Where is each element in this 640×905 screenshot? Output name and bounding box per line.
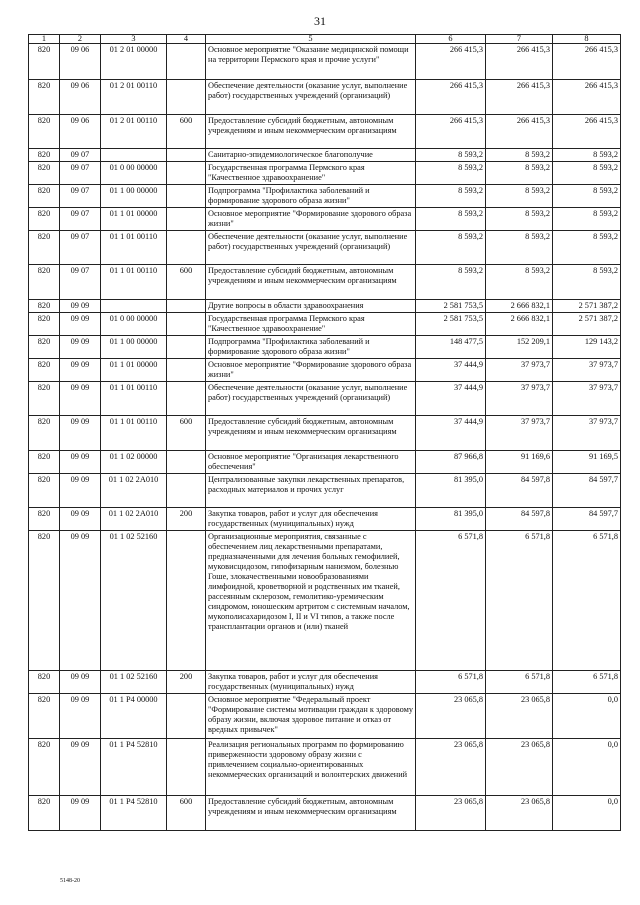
item-name: Основное мероприятие "Федеральный проект "Формирование системы мотивации граждан к здоровому образу жизни, включая здоровое питание и отказ от вредных привычек" (206, 694, 416, 739)
target-article-code: 01 1 00 00000 (101, 336, 167, 359)
section-code: 09 09 (60, 382, 101, 416)
section-code: 09 07 (60, 149, 101, 162)
target-article-code: 01 1 P4 00000 (101, 694, 167, 739)
target-article-code: 01 1 01 00110 (101, 231, 167, 265)
column-number-row (29, 35, 621, 44)
section-code: 09 07 (60, 162, 101, 185)
admin-code: 820 (29, 185, 60, 208)
amount-col7: 8 593,2 (486, 162, 553, 185)
item-name: Централизованные закупки лекарственных препаратов, расходных материалов и прочих услуг (206, 474, 416, 508)
amount-col7: 37 973,7 (486, 416, 553, 451)
expense-type-code (167, 44, 206, 80)
amount-col7: 37 973,7 (486, 382, 553, 416)
table-row (29, 671, 621, 694)
column-number: 7 (486, 35, 553, 44)
amount-col6: 148 477,5 (416, 336, 486, 359)
expense-type-code (167, 694, 206, 739)
amount-col8: 0,0 (553, 694, 621, 739)
target-article-code: 01 2 01 00110 (101, 115, 167, 149)
amount-col6: 6 571,8 (416, 531, 486, 671)
expense-type-code (167, 474, 206, 508)
section-code: 09 07 (60, 208, 101, 231)
amount-col6: 37 444,9 (416, 359, 486, 382)
amount-col7: 266 415,3 (486, 44, 553, 80)
amount-col6: 266 415,3 (416, 115, 486, 149)
admin-code: 820 (29, 382, 60, 416)
item-name: Обеспечение деятельности (оказание услуг, выполнение работ) государственных учреждений (организаций) (206, 80, 416, 115)
amount-col7: 152 209,1 (486, 336, 553, 359)
admin-code: 820 (29, 694, 60, 739)
section-code: 09 09 (60, 474, 101, 508)
table-row (29, 208, 621, 231)
target-article-code: 01 0 00 00000 (101, 162, 167, 185)
target-article-code (101, 300, 167, 313)
amount-col6: 37 444,9 (416, 382, 486, 416)
admin-code: 820 (29, 359, 60, 382)
amount-col6: 87 966,8 (416, 451, 486, 474)
item-name: Другие вопросы в области здравоохранения (206, 300, 416, 313)
page-number: 31 (314, 14, 326, 28)
target-article-code: 01 1 02 52160 (101, 531, 167, 671)
amount-col7: 6 571,8 (486, 671, 553, 694)
target-article-code: 01 1 00 00000 (101, 185, 167, 208)
item-name: Санитарно-эпидемиологическое благополучие (206, 149, 416, 162)
expense-type-code (167, 231, 206, 265)
amount-col6: 8 593,2 (416, 231, 486, 265)
target-article-code: 01 1 01 00000 (101, 359, 167, 382)
section-code: 09 09 (60, 531, 101, 671)
expense-type-code (167, 162, 206, 185)
amount-col7: 23 065,8 (486, 796, 553, 831)
section-code: 09 09 (60, 508, 101, 531)
target-article-code: 01 1 01 00110 (101, 265, 167, 300)
item-name: Подпрограмма "Профилактика заболеваний и формирование здорового образа жизни" (206, 185, 416, 208)
section-code: 09 09 (60, 336, 101, 359)
column-number: 2 (60, 35, 101, 44)
section-code: 09 06 (60, 44, 101, 80)
item-name: Подпрограмма "Профилактика заболеваний и формирование здорового образа жизни" (206, 336, 416, 359)
amount-col8: 2 571 387,2 (553, 300, 621, 313)
target-article-code: 01 0 00 00000 (101, 313, 167, 336)
amount-col6: 8 593,2 (416, 149, 486, 162)
admin-code: 820 (29, 336, 60, 359)
expense-type-code: 200 (167, 508, 206, 531)
item-name: Государственная программа Пермского края "Качественное здравоохранение" (206, 162, 416, 185)
admin-code: 820 (29, 531, 60, 671)
target-article-code: 01 2 01 00000 (101, 44, 167, 80)
amount-col6: 23 065,8 (416, 796, 486, 831)
amount-col6: 6 571,8 (416, 671, 486, 694)
amount-col8: 129 143,2 (553, 336, 621, 359)
amount-col6: 37 444,9 (416, 416, 486, 451)
amount-col8: 8 593,2 (553, 231, 621, 265)
target-article-code: 01 1 02 00000 (101, 451, 167, 474)
column-number: 5 (206, 35, 416, 44)
amount-col6: 266 415,3 (416, 80, 486, 115)
expense-type-code (167, 451, 206, 474)
amount-col8: 266 415,3 (553, 115, 621, 149)
item-name: Предоставление субсидий бюджетным, автономным учреждениям и иным некоммерческим организациям (206, 796, 416, 831)
budget-table (28, 34, 621, 831)
table-row (29, 80, 621, 115)
expense-type-code (167, 300, 206, 313)
expense-type-code (167, 80, 206, 115)
amount-col8: 266 415,3 (553, 44, 621, 80)
expense-type-code: 600 (167, 796, 206, 831)
section-code: 09 07 (60, 231, 101, 265)
table-row (29, 694, 621, 739)
admin-code: 820 (29, 115, 60, 149)
amount-col7: 8 593,2 (486, 231, 553, 265)
amount-col8: 266 415,3 (553, 80, 621, 115)
table-row (29, 185, 621, 208)
admin-code: 820 (29, 300, 60, 313)
expense-type-code: 600 (167, 416, 206, 451)
admin-code: 820 (29, 162, 60, 185)
amount-col6: 8 593,2 (416, 208, 486, 231)
admin-code: 820 (29, 508, 60, 531)
target-article-code: 01 1 02 2A010 (101, 508, 167, 531)
target-article-code (101, 149, 167, 162)
amount-col7: 8 593,2 (486, 149, 553, 162)
admin-code: 820 (29, 416, 60, 451)
table-row (29, 313, 621, 336)
amount-col8: 37 973,7 (553, 382, 621, 416)
column-number: 1 (29, 35, 60, 44)
table-row (29, 336, 621, 359)
section-code: 09 06 (60, 80, 101, 115)
item-name: Обеспечение деятельности (оказание услуг, выполнение работ) государственных учреждений (организаций) (206, 382, 416, 416)
amount-col8: 8 593,2 (553, 208, 621, 231)
column-number: 6 (416, 35, 486, 44)
amount-col7: 23 065,8 (486, 739, 553, 796)
item-name: Основное мероприятие "Формирование здорового образа жизни" (206, 208, 416, 231)
amount-col6: 8 593,2 (416, 162, 486, 185)
table-row (29, 300, 621, 313)
table-row (29, 796, 621, 831)
amount-col6: 2 581 753,5 (416, 313, 486, 336)
item-name: Реализация региональных программ по формированию приверженности здоровому образу жизни с привлечением социально-ориентированных некоммерческих организаций и волонтерских движений (206, 739, 416, 796)
item-name: Предоставление субсидий бюджетным, автономным учреждениям и иным некоммерческим организациям (206, 115, 416, 149)
amount-col8: 8 593,2 (553, 185, 621, 208)
amount-col8: 0,0 (553, 796, 621, 831)
amount-col8: 37 973,7 (553, 416, 621, 451)
table-row (29, 508, 621, 531)
target-article-code: 01 1 02 52160 (101, 671, 167, 694)
admin-code: 820 (29, 739, 60, 796)
amount-col7: 2 666 832,1 (486, 313, 553, 336)
amount-col7: 8 593,2 (486, 185, 553, 208)
expense-type-code (167, 359, 206, 382)
item-name: Государственная программа Пермского края "Качественное здравоохранение" (206, 313, 416, 336)
amount-col6: 23 065,8 (416, 739, 486, 796)
amount-col7: 37 973,7 (486, 359, 553, 382)
section-code: 09 09 (60, 739, 101, 796)
admin-code: 820 (29, 796, 60, 831)
admin-code: 820 (29, 231, 60, 265)
table-row (29, 416, 621, 451)
amount-col7: 91 169,6 (486, 451, 553, 474)
amount-col6: 266 415,3 (416, 44, 486, 80)
section-code: 09 09 (60, 796, 101, 831)
amount-col7: 8 593,2 (486, 265, 553, 300)
section-code: 09 09 (60, 416, 101, 451)
section-code: 09 06 (60, 115, 101, 149)
expense-type-code (167, 313, 206, 336)
amount-col8: 84 597,7 (553, 508, 621, 531)
table-row (29, 231, 621, 265)
target-article-code: 01 1 P4 52810 (101, 739, 167, 796)
target-article-code: 01 1 02 2A010 (101, 474, 167, 508)
amount-col8: 37 973,7 (553, 359, 621, 382)
expense-type-code (167, 149, 206, 162)
table-row (29, 115, 621, 149)
expense-type-code (167, 208, 206, 231)
amount-col7: 8 593,2 (486, 208, 553, 231)
admin-code: 820 (29, 474, 60, 508)
amount-col7: 6 571,8 (486, 531, 553, 671)
item-name: Предоставление субсидий бюджетным, автономным учреждениям и иным некоммерческим организациям (206, 265, 416, 300)
section-code: 09 09 (60, 694, 101, 739)
admin-code: 820 (29, 671, 60, 694)
section-code: 09 09 (60, 359, 101, 382)
admin-code: 820 (29, 451, 60, 474)
table-row (29, 451, 621, 474)
amount-col8: 8 593,2 (553, 149, 621, 162)
expense-type-code (167, 185, 206, 208)
table-row (29, 739, 621, 796)
amount-col8: 2 571 387,2 (553, 313, 621, 336)
section-code: 09 07 (60, 265, 101, 300)
amount-col8: 8 593,2 (553, 265, 621, 300)
section-code: 09 07 (60, 185, 101, 208)
amount-col8: 6 571,8 (553, 671, 621, 694)
expense-type-code (167, 739, 206, 796)
amount-col6: 8 593,2 (416, 185, 486, 208)
admin-code: 820 (29, 265, 60, 300)
expense-type-code (167, 531, 206, 671)
item-name: Основное мероприятие "Формирование здорового образа жизни" (206, 359, 416, 382)
expense-type-code (167, 382, 206, 416)
section-code: 09 09 (60, 671, 101, 694)
item-name: Основное мероприятие "Оказание медицинской помощи на территории Пермского края и прочие услуги" (206, 44, 416, 80)
table-row (29, 382, 621, 416)
section-code: 09 09 (60, 300, 101, 313)
amount-col6: 23 065,8 (416, 694, 486, 739)
section-code: 09 09 (60, 313, 101, 336)
amount-col7: 23 065,8 (486, 694, 553, 739)
amount-col7: 2 666 832,1 (486, 300, 553, 313)
table-row (29, 265, 621, 300)
expense-type-code: 600 (167, 115, 206, 149)
amount-col8: 6 571,8 (553, 531, 621, 671)
table-row (29, 149, 621, 162)
amount-col8: 84 597,7 (553, 474, 621, 508)
amount-col6: 2 581 753,5 (416, 300, 486, 313)
admin-code: 820 (29, 149, 60, 162)
amount-col8: 0,0 (553, 739, 621, 796)
table-row (29, 474, 621, 508)
target-article-code: 01 1 01 00110 (101, 416, 167, 451)
target-article-code: 01 1 01 00000 (101, 208, 167, 231)
item-name: Предоставление субсидий бюджетным, автономным учреждениям и иным некоммерческим организациям (206, 416, 416, 451)
expense-type-code (167, 336, 206, 359)
section-code: 09 09 (60, 451, 101, 474)
admin-code: 820 (29, 313, 60, 336)
item-name: Организационные мероприятия, связанные с обеспечением лиц лекарственными препаратами, предназначенными для лечения больных гемофилией, муковисцидозом, гипофизарным нанизмом, болезнью Гоше, злокачественными новообразованиями лимфоидной, кроветворной и родственных им тканей, рассеянным склерозом, гемолитико-уремическим синдромом, юношеским артритом с системным началом, мукополисахаридозом I, II и VI типов, а также после трансплантации органов и (или) тканей (206, 531, 416, 671)
admin-code: 820 (29, 44, 60, 80)
target-article-code: 01 2 01 00110 (101, 80, 167, 115)
table-row (29, 531, 621, 671)
item-name: Закупка товаров, работ и услуг для обеспечения государственных (муниципальных) нужд (206, 508, 416, 531)
amount-col7: 266 415,3 (486, 115, 553, 149)
expense-type-code: 200 (167, 671, 206, 694)
amount-col7: 266 415,3 (486, 80, 553, 115)
column-number: 8 (553, 35, 621, 44)
amount-col6: 81 395,0 (416, 474, 486, 508)
table-row (29, 359, 621, 382)
amount-col6: 8 593,2 (416, 265, 486, 300)
table-row (29, 44, 621, 80)
amount-col7: 84 597,8 (486, 508, 553, 531)
admin-code: 820 (29, 208, 60, 231)
amount-col8: 91 169,5 (553, 451, 621, 474)
expense-type-code: 600 (167, 265, 206, 300)
column-number: 4 (167, 35, 206, 44)
item-name: Обеспечение деятельности (оказание услуг, выполнение работ) государственных учреждений (организаций) (206, 231, 416, 265)
amount-col8: 8 593,2 (553, 162, 621, 185)
amount-col6: 81 395,0 (416, 508, 486, 531)
item-name: Закупка товаров, работ и услуг для обеспечения государственных (муниципальных) нужд (206, 671, 416, 694)
target-article-code: 01 1 01 00110 (101, 382, 167, 416)
footer-code: 5148-20 (60, 878, 80, 884)
target-article-code: 01 1 P4 52810 (101, 796, 167, 831)
admin-code: 820 (29, 80, 60, 115)
table-row (29, 162, 621, 185)
item-name: Основное мероприятие "Организация лекарственного обеспечения" (206, 451, 416, 474)
amount-col7: 84 597,8 (486, 474, 553, 508)
column-number: 3 (101, 35, 167, 44)
